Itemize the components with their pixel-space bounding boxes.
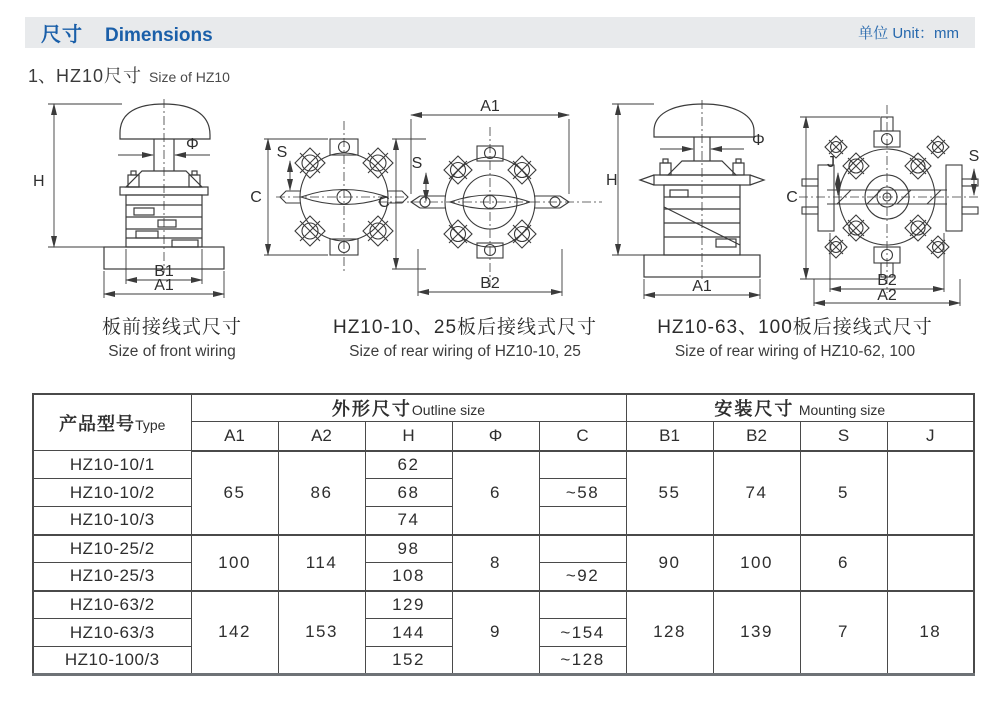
cell-c: ~92 [539, 563, 626, 591]
dim-label-s: S [411, 155, 423, 172]
band-title-en: Dimensions [105, 25, 213, 46]
figure3-caption-en: Size of rear wiring of HZ10-62, 100 [674, 343, 916, 360]
band-title-zh: 尺寸 [41, 24, 83, 46]
dim-label-phi: Φ [186, 136, 199, 153]
cell-h: 68 [365, 479, 452, 507]
type-header-zh: 产品型号 [59, 413, 136, 434]
cell-phi: 6 [452, 451, 539, 535]
cell-a2: 114 [278, 535, 365, 591]
cell-s: 7 [800, 591, 887, 675]
col-header-b2: B2 [713, 422, 800, 451]
cell-phi: 9 [452, 591, 539, 675]
cell-a2: 153 [278, 591, 365, 675]
side-view [104, 99, 224, 273]
cell-type: HZ10-100/3 [33, 647, 191, 675]
cell-c: ~58 [539, 479, 626, 507]
cell-s: 6 [800, 535, 887, 591]
cell-h: 152 [365, 647, 452, 675]
cell-s: 5 [800, 451, 887, 535]
figure1-labels [33, 136, 287, 294]
cell-b2: 139 [713, 591, 800, 675]
dim-label-h: H [606, 172, 618, 189]
figure1-caption-en: Size of front wiring [108, 343, 236, 360]
cell-type: HZ10-63/2 [33, 591, 191, 619]
cell-h: 129 [365, 591, 452, 619]
dim-label-b2: B2 [877, 272, 897, 289]
figure1-caption-zh: 板前接线式尺寸 [101, 317, 242, 338]
unit-label: 单位 Unit：mm [858, 25, 959, 42]
group-outline-en: Outline size [411, 402, 486, 418]
dim-label-h: H [33, 173, 45, 190]
cell-c [539, 535, 626, 563]
col-header-j: J [887, 422, 974, 451]
cell-h: 62 [365, 451, 452, 479]
figure-front-wiring-drawing [24, 97, 409, 302]
figure3-caption-zh: HZ10-63、100板后接线式尺寸 [657, 317, 933, 338]
dim-label-s: S [276, 144, 288, 161]
cell-a1: 142 [191, 591, 278, 675]
dim-label-j: J [827, 154, 835, 171]
cell-a2: 86 [278, 451, 365, 535]
cell-b1: 90 [626, 535, 713, 591]
cell-b2: 100 [713, 535, 800, 591]
cell-b2: 74 [713, 451, 800, 535]
group-mounting-en: Mounting size [798, 402, 886, 418]
cell-a1: 65 [191, 451, 278, 535]
front-view [799, 105, 980, 293]
cell-c: ~128 [539, 647, 626, 675]
cell-h: 108 [365, 563, 452, 591]
type-header-en: Type [135, 416, 166, 433]
figure2-caption-zh: HZ10-10、25板后接线式尺寸 [332, 317, 598, 338]
figure3-caption [640, 312, 950, 361]
cell-type: HZ10-10/3 [33, 507, 191, 535]
cell-c [539, 591, 626, 619]
cell-j: 18 [887, 591, 974, 675]
cell-b1: 128 [626, 591, 713, 675]
cell-h: 74 [365, 507, 452, 535]
col-header-b1: B1 [626, 422, 713, 451]
cell-type: HZ10-10/1 [33, 451, 191, 479]
cell-type: HZ10-25/3 [33, 563, 191, 591]
cell-type: HZ10-63/3 [33, 619, 191, 647]
col-header-s: S [800, 422, 887, 451]
section-number: 1、 [28, 66, 57, 86]
col-header-c: C [539, 422, 626, 451]
col-header-a1: A1 [191, 422, 278, 451]
dim-label-phi: Φ [752, 132, 765, 149]
cell-h: 98 [365, 535, 452, 563]
section-title-zh: HZ10尺寸 [56, 66, 143, 86]
section-title [28, 62, 230, 88]
col-header-h: H [365, 422, 452, 451]
figure1-caption [22, 312, 322, 361]
figure-rear-wiring-10-25-drawing [362, 99, 617, 299]
header-band [25, 17, 975, 48]
band-title [41, 18, 213, 47]
cell-c [539, 451, 626, 479]
figure2-caption [310, 312, 620, 361]
group-outline-zh: 外形尺寸 [331, 399, 412, 419]
col-header-phi: Φ [452, 422, 539, 451]
group-mounting-zh: 安装尺寸 [714, 399, 795, 419]
cell-j [887, 535, 974, 591]
handle-dome [654, 104, 754, 137]
dim-label-c: C [786, 189, 798, 206]
cell-type: HZ10-10/2 [33, 479, 191, 507]
figure-rear-wiring-63-100-drawing [602, 97, 982, 307]
figure2-caption-en: Size of rear wiring of HZ10-10, 25 [349, 343, 581, 360]
cell-c [539, 507, 626, 535]
dim-label-a2: A2 [877, 287, 897, 304]
cell-phi: 8 [452, 535, 539, 591]
dim-label-b2: B2 [480, 275, 500, 292]
dim-label-s: S [968, 148, 980, 165]
dim-label-c: C [250, 189, 262, 206]
cell-c: ~154 [539, 619, 626, 647]
col-header-a2: A2 [278, 422, 365, 451]
cell-b1: 55 [626, 451, 713, 535]
dim-label-a1: A1 [154, 277, 174, 294]
group-header-mounting [626, 394, 974, 422]
group-header-outline [191, 394, 626, 422]
handle-dome [120, 104, 210, 139]
cell-j [887, 451, 974, 535]
dim-label-c: C [378, 194, 390, 211]
dimensions-table [32, 393, 975, 676]
col-header-type [33, 394, 191, 451]
dim-label-a1: A1 [692, 278, 712, 295]
cell-a1: 100 [191, 535, 278, 591]
side-view [640, 100, 764, 280]
cell-h: 144 [365, 619, 452, 647]
dimensions [392, 115, 569, 296]
front-view [378, 127, 602, 287]
dim-label-a1: A1 [480, 99, 500, 115]
side-view-dimensions [612, 104, 760, 299]
section-title-en: Size of HZ10 [149, 69, 230, 85]
cell-type: HZ10-25/2 [33, 535, 191, 563]
dim-label-b1: B1 [154, 263, 174, 280]
